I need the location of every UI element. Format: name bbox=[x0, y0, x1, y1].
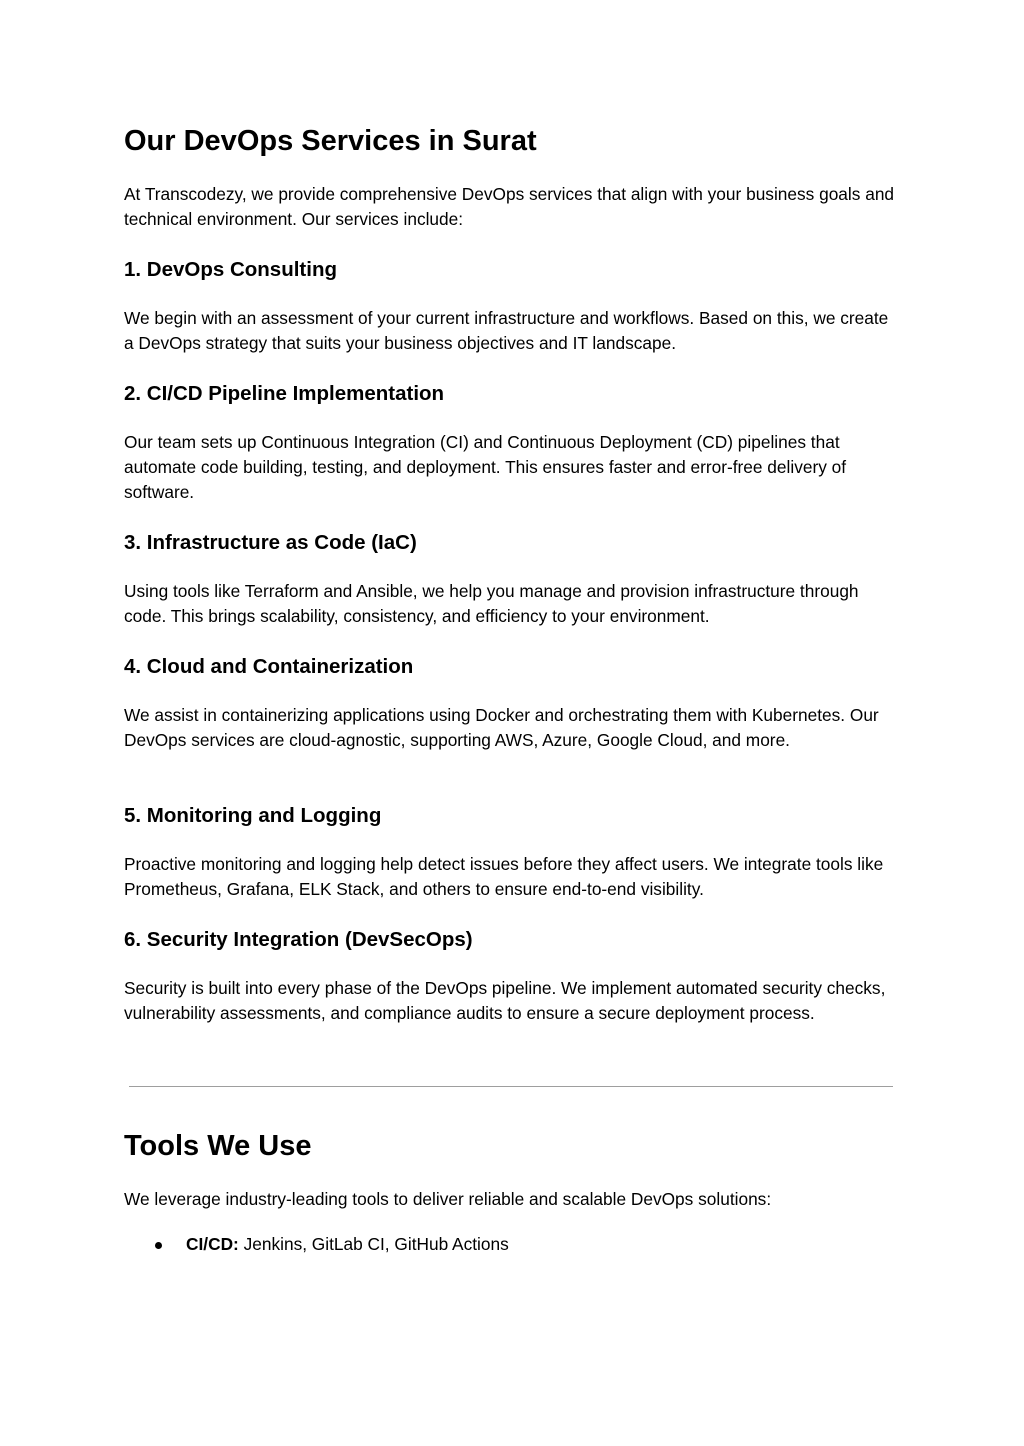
service-body-iac: Using tools like Terraform and Ansible, we help you manage and provision infrastructure through code. This brings scalability, consistency, and efficiency to your environment. bbox=[124, 581, 859, 626]
services-title: Our DevOps Services in Surat bbox=[124, 125, 537, 157]
service-heading-cicd: 2. CI/CD Pipeline Implementation bbox=[124, 382, 445, 405]
services-intro: At Transcodezy, we provide comprehensive DevOps services that align with your business goals and technical environment. Our services include: bbox=[124, 184, 895, 229]
tools-list bbox=[124, 1232, 509, 1257]
list-item bbox=[124, 1232, 509, 1257]
service-body-cloud: We assist in containerizing applications using Docker and orchestrating them with Kubernetes. Our DevOps services are cloud-agnostic, supporting AWS, Azure, Google Cloud, and more. bbox=[124, 705, 879, 750]
section-divider bbox=[129, 1086, 893, 1087]
service-heading-iac: 3. Infrastructure as Code (IaC) bbox=[124, 531, 417, 554]
tools-intro: We leverage industry-leading tools to deliver reliable and scalable DevOps solutions: bbox=[124, 1189, 772, 1209]
service-heading-cloud: 4. Cloud and Containerization bbox=[124, 655, 414, 678]
service-heading-monitoring: 5. Monitoring and Logging bbox=[124, 804, 382, 827]
service-heading-security: 6. Security Integration (DevSecOps) bbox=[124, 928, 473, 951]
service-body-monitoring: Proactive monitoring and logging help detect issues before they affect users. We integrate tools like Prometheus, Grafana, ELK Stack, and others to ensure end-to-end visibility. bbox=[124, 854, 884, 899]
service-body-cicd: Our team sets up Continuous Integration (CI) and Continuous Deployment (CD) pipelines that automate code building, testing, and deployment. This ensures faster and error-free delivery of software. bbox=[124, 432, 847, 502]
tools-title: Tools We Use bbox=[124, 1130, 312, 1162]
service-body-consulting: We begin with an assessment of your current infrastructure and workflows. Based on this, we create a DevOps strategy that suits your business objectives and IT landscape. bbox=[124, 308, 889, 353]
service-body-security: Security is built into every phase of the DevOps pipeline. We implement automated security checks, vulnerability assessments, and compliance audits to ensure a secure deployment process. bbox=[124, 978, 886, 1023]
tool-category-text: Jenkins, GitLab CI, GitHub Actions bbox=[238, 1234, 509, 1254]
tool-category-label: CI/CD: bbox=[186, 1234, 239, 1254]
service-heading-consulting: 1. DevOps Consulting bbox=[124, 258, 337, 281]
bullet-icon bbox=[155, 1242, 162, 1249]
